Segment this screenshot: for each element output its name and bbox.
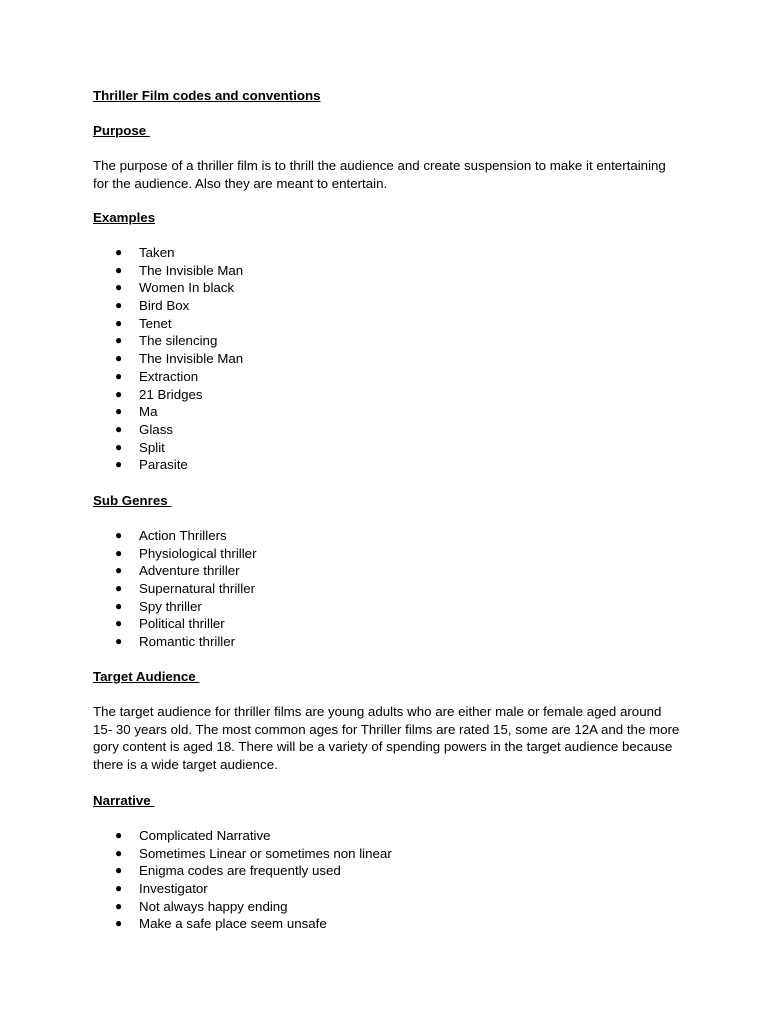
- list-item: [93, 898, 392, 916]
- list-item-text: Investigator: [139, 881, 208, 897]
- bullet-icon: ●: [115, 404, 123, 419]
- bullet-icon: ●: [115, 634, 123, 649]
- list-item-text: Taken: [139, 245, 175, 260]
- list-item-text: Ma: [139, 404, 158, 420]
- list-item-text: Extraction: [139, 368, 199, 384]
- list-item-text: Political thriller: [139, 616, 225, 632]
- list-item: [93, 562, 257, 580]
- list-item-text: Not always happy ending: [139, 898, 288, 914]
- bullet-icon: ●: [115, 368, 123, 383]
- list-item: [93, 633, 257, 651]
- bullet-icon: ●: [115, 545, 123, 560]
- list-item: [93, 915, 392, 933]
- list-item: [93, 456, 243, 474]
- bullet-icon: ●: [115, 581, 123, 596]
- list-item: [93, 439, 243, 457]
- bullet-icon: ●: [115, 298, 123, 313]
- list-item: [93, 368, 243, 386]
- purpose-heading: Purpose: [93, 123, 150, 138]
- list-item: [93, 862, 392, 880]
- examples-heading: Examples: [93, 210, 156, 225]
- list-item-text: Make a safe place seem unsafe: [139, 916, 327, 932]
- list-item-text: Supernatural thriller: [139, 581, 256, 597]
- list-item: [93, 315, 243, 333]
- bullet-icon: ●: [115, 863, 123, 878]
- bullet-icon: ●: [115, 386, 123, 401]
- bullet-icon: ●: [115, 845, 123, 860]
- list-item-text: The silencing: [139, 333, 218, 349]
- list-item: [93, 350, 243, 368]
- list-item: [93, 598, 257, 616]
- list-item: [93, 580, 257, 598]
- list-item: [93, 527, 257, 545]
- list-item: [93, 827, 392, 845]
- list-item: [93, 403, 243, 421]
- document-title: Thriller Film codes and conventions: [93, 88, 321, 103]
- target-audience-paragraph: The target audience for thriller films are young adults who are either male or female aged around 15- 30 years old. The most common ages for Thriller films are rated 15, some are 12A and the more gory content is aged 18. There will be a variety of spending powers in the target audience because there is a wide target audience.: [93, 704, 680, 773]
- list-item-text: Spy thriller: [139, 598, 202, 614]
- sub-genres-heading: Sub Genres: [93, 493, 172, 508]
- list-item-text: Action Thrillers: [139, 528, 227, 543]
- list-item: [93, 332, 243, 350]
- examples-list: [93, 244, 243, 474]
- bullet-icon: ●: [115, 245, 123, 259]
- bullet-icon: ●: [115, 563, 123, 578]
- list-item: [93, 880, 392, 898]
- bullet-icon: ●: [115, 528, 123, 542]
- bullet-icon: ●: [115, 439, 123, 454]
- list-item: [93, 279, 243, 297]
- list-item-text: Romantic thriller: [139, 634, 236, 650]
- list-item-text: Enigma codes are frequently used: [139, 863, 341, 879]
- list-item-text: Adventure thriller: [139, 563, 240, 579]
- list-item-text: Physiological thriller: [139, 545, 257, 561]
- list-item-text: Tenet: [139, 315, 172, 331]
- list-item: [93, 545, 257, 563]
- bullet-icon: ●: [115, 315, 123, 330]
- list-item: [93, 615, 257, 633]
- bullet-icon: ●: [115, 262, 123, 277]
- bullet-icon: ●: [115, 916, 123, 931]
- list-item-text: Glass: [139, 421, 173, 437]
- bullet-icon: ●: [115, 421, 123, 436]
- list-item-text: Parasite: [139, 457, 188, 473]
- list-item: [93, 421, 243, 439]
- bullet-icon: ●: [115, 333, 123, 348]
- list-item-text: Sometimes Linear or sometimes non linear: [139, 845, 392, 861]
- list-item-text: Bird Box: [139, 298, 190, 314]
- bullet-icon: ●: [115, 598, 123, 613]
- list-item-text: The Invisible Man: [139, 351, 244, 367]
- list-item: [93, 297, 243, 315]
- sub-genres-list: [93, 527, 257, 651]
- list-item-text: Complicated Narrative: [139, 828, 271, 843]
- target-audience-heading: Target Audience: [93, 669, 200, 684]
- bullet-icon: ●: [115, 280, 123, 295]
- bullet-icon: ●: [115, 828, 123, 842]
- list-item: [93, 845, 392, 863]
- bullet-icon: ●: [115, 351, 123, 366]
- list-item-text: Women In black: [139, 280, 235, 296]
- bullet-icon: ●: [115, 616, 123, 631]
- bullet-icon: ●: [115, 898, 123, 913]
- list-item-text: 21 Bridges: [139, 386, 203, 402]
- purpose-paragraph: The purpose of a thriller film is to thrill the audience and create suspension to make it entertaining for the audience. Also they are meant to entertain.: [93, 158, 666, 191]
- bullet-icon: ●: [115, 881, 123, 896]
- list-item-text: Split: [139, 439, 165, 455]
- list-item-text: The Invisible Man: [139, 262, 244, 278]
- list-item: [93, 244, 243, 262]
- list-item: [93, 386, 243, 404]
- bullet-icon: ●: [115, 457, 123, 472]
- narrative-list: [93, 827, 392, 933]
- narrative-heading: Narrative: [93, 793, 155, 808]
- list-item: [93, 262, 243, 280]
